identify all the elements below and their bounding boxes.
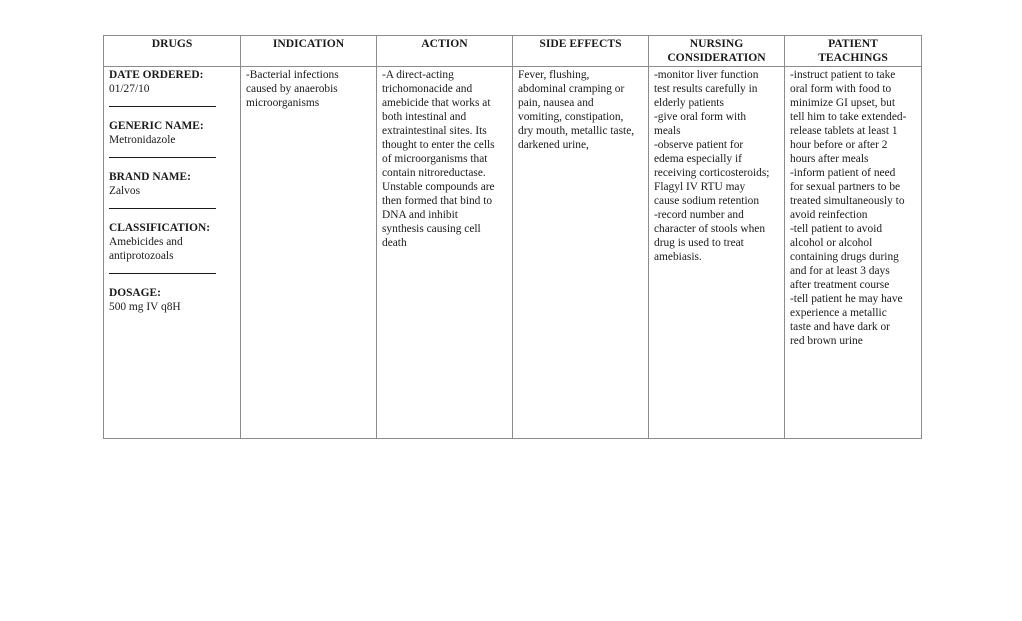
header-action: ACTION [377,36,513,67]
drugs-cell [104,67,241,439]
classification-field [109,221,216,274]
header-indication: INDICATION [241,36,377,67]
brand-name-field [109,170,216,209]
indication-cell: -Bacterial infections caused by anaerobis microorganisms [241,67,377,439]
date-ordered-value: 01/27/10 [109,83,150,95]
dosage-field [109,286,216,314]
classification-value: Amebicides and antiprotozoals [109,236,183,262]
dosage-value: 500 mg IV q8H [109,301,181,313]
generic-name-field [109,119,216,158]
generic-name-label: GENERIC NAME: [109,120,204,132]
brand-name-label: BRAND NAME: [109,171,191,183]
drug-row [104,67,922,439]
header-row [104,36,922,67]
action-cell: -A direct-acting trichomonacide and amebicide that works at both intestinal and extraintestinal sites. Its thought to enter the cells of microorganisms that contain nitroreductase. Unstable compounds are then formed that bind to DNA and inhibit synthesis causing cell death [377,67,513,439]
drug-study-table [103,35,922,439]
header-side-effects: SIDE EFFECTS [513,36,649,67]
header-nursing-consideration: NURSING CONSIDERATION [649,36,785,67]
header-drugs: DRUGS [104,36,241,67]
patient-teachings-cell: -instruct patient to take oral form with food to minimize GI upset, but tell him to take extended- release tablets at least 1 hour before or after 2 hours after meals -inform patient of need for sexual partners to be treated simultaneously to avoid reinfection -tell patient to avoid alcohol or alcohol containing drugs during and for at least 3 days after treatment course -tell patient he may have experience a metallic taste and have dark or red brown urine [785,67,922,439]
date-ordered-field [109,68,216,107]
dosage-label: DOSAGE: [109,287,161,299]
nursing-consideration-cell: -monitor liver function test results carefully in elderly patients -give oral form with meals -observe patient for edema especially if receiving corticosteroids; Flagyl IV RTU may cause sodium retention -record number and character of stools when drug is used to treat amebiasis. [649,67,785,439]
brand-name-value: Zalvos [109,185,141,197]
classification-label: CLASSIFICATION: [109,222,211,234]
date-ordered-label: DATE ORDERED: [109,69,204,81]
header-patient-teachings: PATIENT TEACHINGS [785,36,922,67]
generic-name-value: Metronidazole [109,134,176,146]
side-effects-cell: Fever, flushing, abdominal cramping or pain, nausea and vomiting, constipation, dry mouth, metallic taste, darkened urine, [513,67,649,439]
